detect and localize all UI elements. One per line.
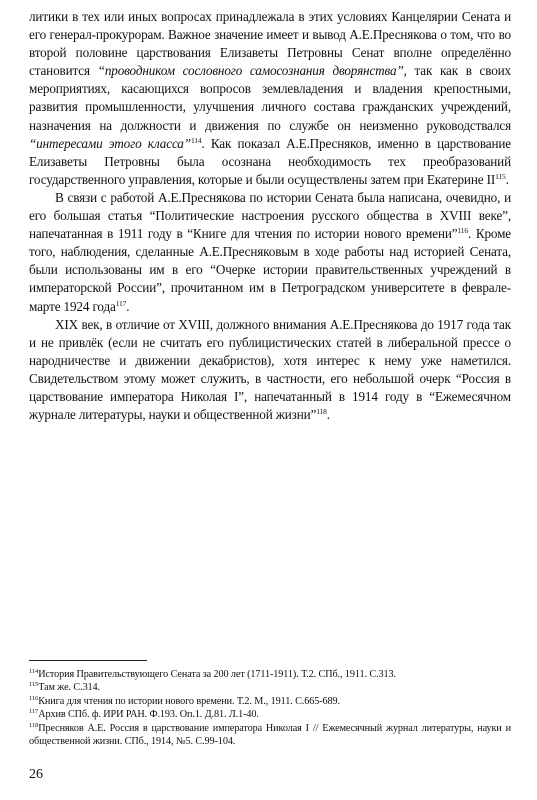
text-run: литики в тех или иных вопросах принадлежала в этих условиях Канцелярии Сената и его генерал-прокурорам. Важное значение имеет и вывод А.Е.Преснякова о том, что во второй половине царствования Елизаветы Петровны Сенат вполне определённо становится bbox=[29, 9, 511, 79]
page-number: 26 bbox=[29, 767, 43, 782]
footnote-text: Книга для чтения по истории нового времени. Т.2. М., 1911. С.665-689. bbox=[38, 695, 340, 707]
text-run: . Кроме того, наблюдения, сделанные А.Е.Пресняковым в ходе работы над историей Сената, были использованы им в его “Очерке истории правительственных учреждений в императорской России”, прочитанном им в Петроградском университете в феврале-марте 1924 года bbox=[29, 226, 512, 314]
footnote-115 bbox=[29, 681, 511, 694]
footnote-separator bbox=[29, 660, 147, 661]
footnote-118 bbox=[29, 722, 511, 749]
footnote-text: Там же. С.314. bbox=[38, 682, 100, 694]
footnote-text: Архив СПб. ф. ИРИ РАН. Ф.193. Оп.1. Д.81. Л.1-40. bbox=[38, 709, 259, 721]
footnote-114 bbox=[29, 668, 511, 681]
footnote-ref: 114 bbox=[190, 135, 202, 145]
footnote-number: 117 bbox=[29, 708, 39, 716]
text-run: . bbox=[505, 171, 509, 187]
footnote-number: 114 bbox=[29, 668, 39, 675]
footnotes bbox=[29, 668, 511, 748]
paragraph-1 bbox=[29, 8, 511, 189]
footnote-ref: 118 bbox=[316, 407, 327, 417]
footnote-ref: 116 bbox=[457, 226, 469, 236]
text-run: . Как показал А.Е.Пресняков, именно в царствование Елизаветы Петровны была осознана необходимость тех преобразований государственного управления, которые и были осуществлены затем при Екатерине II bbox=[29, 135, 511, 187]
footnote-number: 116 bbox=[29, 694, 39, 702]
quoted-phrase: “проводником сословного самосознания дворянства” bbox=[97, 63, 404, 79]
footnote-ref: 115 bbox=[495, 171, 506, 181]
text-run: XIX век, в отличие от XVIII, должного внимания А.Е.Преснякова до 1917 года так и не привлёк (если не считать его публицистических статей в либеральной прессе о народничестве и движении декабристов), хотя интерес к нему уже наметился. Свидетельством этому может служить, в частности, его небольшой очерк “Россия в царствование императора Николая I”, напечатанный в 1914 году в “Ежемесячном журнале литературы, науки и общественной жизни” bbox=[29, 316, 511, 423]
footnote-ref: 117 bbox=[115, 298, 127, 308]
footnote-number: 118 bbox=[29, 721, 39, 729]
text-run: В связи с работой А.Е.Преснякова по истории Сената была написана, очевидно, и его большая статья “Политические настроения русского общества в XVIII веке”, напечатанная в 1911 году в “Книге для чтения по истории нового времени” bbox=[29, 189, 511, 242]
footnote-number: 115 bbox=[29, 681, 39, 689]
footnote-117 bbox=[29, 708, 511, 721]
main-text bbox=[29, 8, 511, 424]
footnote-116 bbox=[29, 695, 511, 708]
text-run: . bbox=[126, 298, 130, 314]
paragraph-3 bbox=[29, 316, 511, 425]
footnote-text: Пресняков А.Е. Россия в царствованиe императора Николая I // Ежемесячный журнал литературы, науки и общественной жизни. СПб., 1914, №5. С.99-104. bbox=[29, 722, 511, 748]
quoted-phrase: “интересами этого класса” bbox=[29, 135, 191, 151]
text-run: . bbox=[326, 407, 330, 423]
text-run: , так как в своих мероприятиях, касающихся вопросов землевладения и владения крепостными, развития промышленности, улучшения личного состава гражданских учреждений, назначения на должности и движения по службе он неизменно руководствался bbox=[29, 63, 511, 133]
footnote-text: История Правительствующего Сената за 200 лет (1711-1911). Т.2. СПб., 1911. С.313. bbox=[38, 669, 396, 680]
paragraph-2 bbox=[29, 189, 511, 316]
